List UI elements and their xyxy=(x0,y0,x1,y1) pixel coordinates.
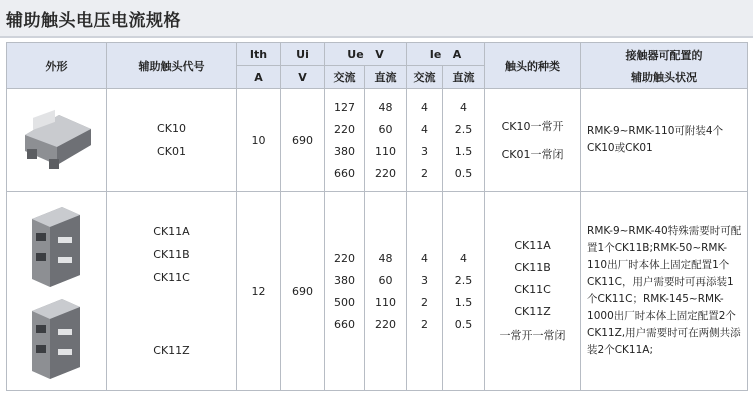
remark-cell: RMK-9~RMK-40特殊需要时可配置1个CK11B;RMK-50~RMK-110出厂时本体上固定配置1个CK11C，用户需要时可再添装1个CK11C；RMK-145~RMK-1000出厂时本体上固定配置2个CK11Z,用户需要时可在两侧共添装2个CK11A; xyxy=(581,192,748,391)
code-ck11a: CK11A xyxy=(153,225,190,238)
header-ui: Ui xyxy=(281,43,325,66)
ie-dc-cell: 4 2.5 1.5 0.5 xyxy=(443,192,485,391)
header-ie-dc: 直流 xyxy=(443,66,485,89)
table-row xyxy=(7,192,748,391)
ie-dc-cell: 4 2.5 1.5 0.5 xyxy=(443,89,485,192)
spec-table xyxy=(6,42,748,391)
contact-type-cell: CK10一常开 CK01一常闭 xyxy=(485,89,581,192)
ue-dc-cell: 48 60 110 220 xyxy=(365,89,407,192)
product-photo-cell xyxy=(7,192,107,391)
code-ck10: CK10 xyxy=(157,122,186,135)
header-ie: Ie A xyxy=(407,43,485,66)
title-divider xyxy=(0,36,753,38)
header-config: 接触器可配置的 辅助触头状况 xyxy=(581,43,748,89)
code-ck01: CK01 xyxy=(157,145,186,158)
remark-cell: RMK-9~RMK-110可附装4个CK10或CK01 xyxy=(581,89,748,192)
header-ue-dc: 直流 xyxy=(365,66,407,89)
ue-dc-cell: 48 60 110 220 xyxy=(365,192,407,391)
table-row xyxy=(7,89,748,192)
code-cell xyxy=(107,192,237,391)
header-code: 辅助触头代号 xyxy=(107,43,237,89)
contact-type-cell: CK11A CK11B CK11C CK11Z 一常开一常闭 xyxy=(485,192,581,391)
ui-cell: 690 xyxy=(281,89,325,192)
title-bar xyxy=(0,0,753,36)
header-ie-ac: 交流 xyxy=(407,66,443,89)
ue-ac-cell: 127 220 380 660 xyxy=(325,89,365,192)
code-ck11z: CK11Z xyxy=(153,344,190,357)
ith-cell: 10 xyxy=(237,89,281,192)
header-shape: 外形 xyxy=(7,43,107,89)
header-contact-type: 触头的种类 xyxy=(485,43,581,89)
ue-ac-cell: 220 380 500 660 xyxy=(325,192,365,391)
code-ck11b: CK11B xyxy=(153,248,190,261)
ck10-contact-block-image xyxy=(19,105,95,175)
ith-cell: 12 xyxy=(237,192,281,391)
page-title: 辅助触头电压电流规格 xyxy=(6,11,181,31)
ui-cell: 690 xyxy=(281,192,325,391)
product-photo-cell xyxy=(7,89,107,192)
header-ith: Ith xyxy=(237,43,281,66)
header-ui-unit: V xyxy=(281,66,325,89)
ie-ac-cell: 4 3 2 2 xyxy=(407,192,443,391)
ie-ac-cell: 4 4 3 2 xyxy=(407,89,443,192)
code-cell xyxy=(107,89,237,192)
ck11-contact-block-images xyxy=(22,201,92,381)
header-ue-ac: 交流 xyxy=(325,66,365,89)
header-ith-unit: A xyxy=(237,66,281,89)
header-ue: Ue V xyxy=(325,43,407,66)
code-ck11c: CK11C xyxy=(153,271,190,284)
